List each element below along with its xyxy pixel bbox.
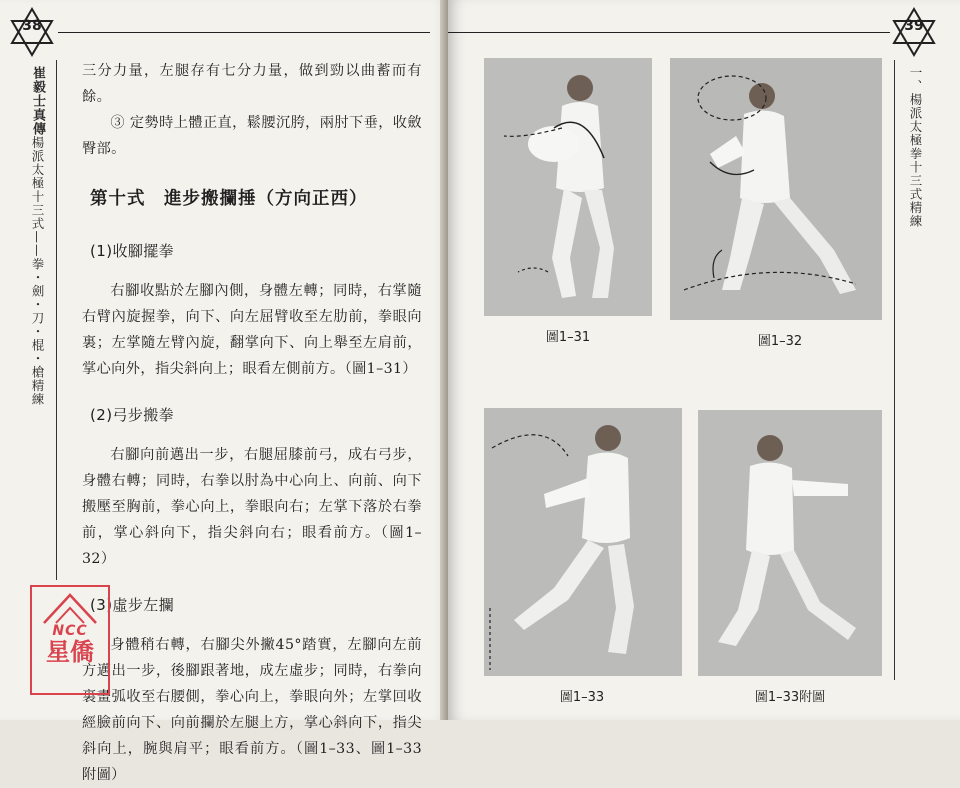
subsection-heading: (3)虛步左攔 <box>90 596 175 614</box>
section-title: 第十式 進步搬攔捶（方向正西） <box>90 189 368 209</box>
subsection-heading: (1)收腳擺拳 <box>90 242 175 260</box>
subsection-heading: (2)弓步搬拳 <box>90 406 175 424</box>
margin-rule <box>894 60 895 680</box>
figure-caption: 圖1–33 <box>559 690 605 705</box>
figure-caption: 圖1–32 <box>757 334 803 349</box>
body-text <box>82 58 422 788</box>
paragraph: ③ 定勢時上體正直，鬆腰沉胯，兩肘下垂，收斂臀部。 <box>82 115 422 157</box>
watermark-stamp <box>30 585 110 695</box>
watermark-chinese: 星僑 <box>46 638 94 666</box>
paragraph: 身體稍右轉，右腳尖外撇45°踏實，左腳向左前方邁出一步，後腳跟著地，成左虛步；同時，右拳向裏畫弧收至右腰側，拳心向上，拳眼向外；左掌回收經臉前向下、向前攔於左腿上方，掌心斜向下，指尖斜向上，腕與肩平；眼看前方。（圖1–33、圖1–33附圖） <box>82 637 422 783</box>
photo-figure-1-32 <box>670 58 882 320</box>
left-page <box>0 0 448 783</box>
book-subtitle: 楊派太極十三式——拳・劍・刀・棍・槍精練 <box>30 136 45 406</box>
running-title-vertical <box>28 66 47 406</box>
chapter-title-vertical: 一、楊派太極拳十三式精練 <box>908 66 923 228</box>
photo-figure-1-33 <box>484 408 682 676</box>
paragraph: 右腳向前邁出一步，右腿屈膝前弓，成右弓步，身體右轉；同時，右拳以肘為中心向上、向前、向下搬壓至胸前，拳心向上，拳眼向右；左掌下落於右拳前，掌心斜向下，指尖斜向右；眼看前方。（圖1–32） <box>82 447 422 567</box>
page-number: 39 <box>904 18 924 34</box>
figure-caption: 圖1–31 <box>545 330 591 345</box>
photo-figure-1-31 <box>484 58 652 316</box>
right-page <box>448 0 960 720</box>
photo-figure-1-33-supplementary <box>698 410 882 676</box>
header-rule <box>448 32 890 33</box>
page-number: 38 <box>22 18 42 34</box>
roof-icon <box>40 591 100 625</box>
header-rule <box>58 32 430 33</box>
figure-caption: 圖1–33附圖 <box>754 690 826 705</box>
margin-rule <box>56 60 57 580</box>
paragraph: 右腳收點於左腳內側，身體左轉；同時，右掌隨右臂內旋握拳，向下、向左屈臂收至左肋前，拳眼向裏；左掌隨左臂內旋，翻掌向下、向上舉至左肩前，掌心向外，指尖斜向上；眼看左側前方。（圖1–31） <box>82 283 422 377</box>
book-title: 崔毅士真傳 <box>30 66 45 136</box>
watermark-latin: NCC <box>52 623 88 639</box>
paragraph: 三分力量，左腿存有七分力量，做到勁以曲蓄而有餘。 <box>82 63 422 105</box>
